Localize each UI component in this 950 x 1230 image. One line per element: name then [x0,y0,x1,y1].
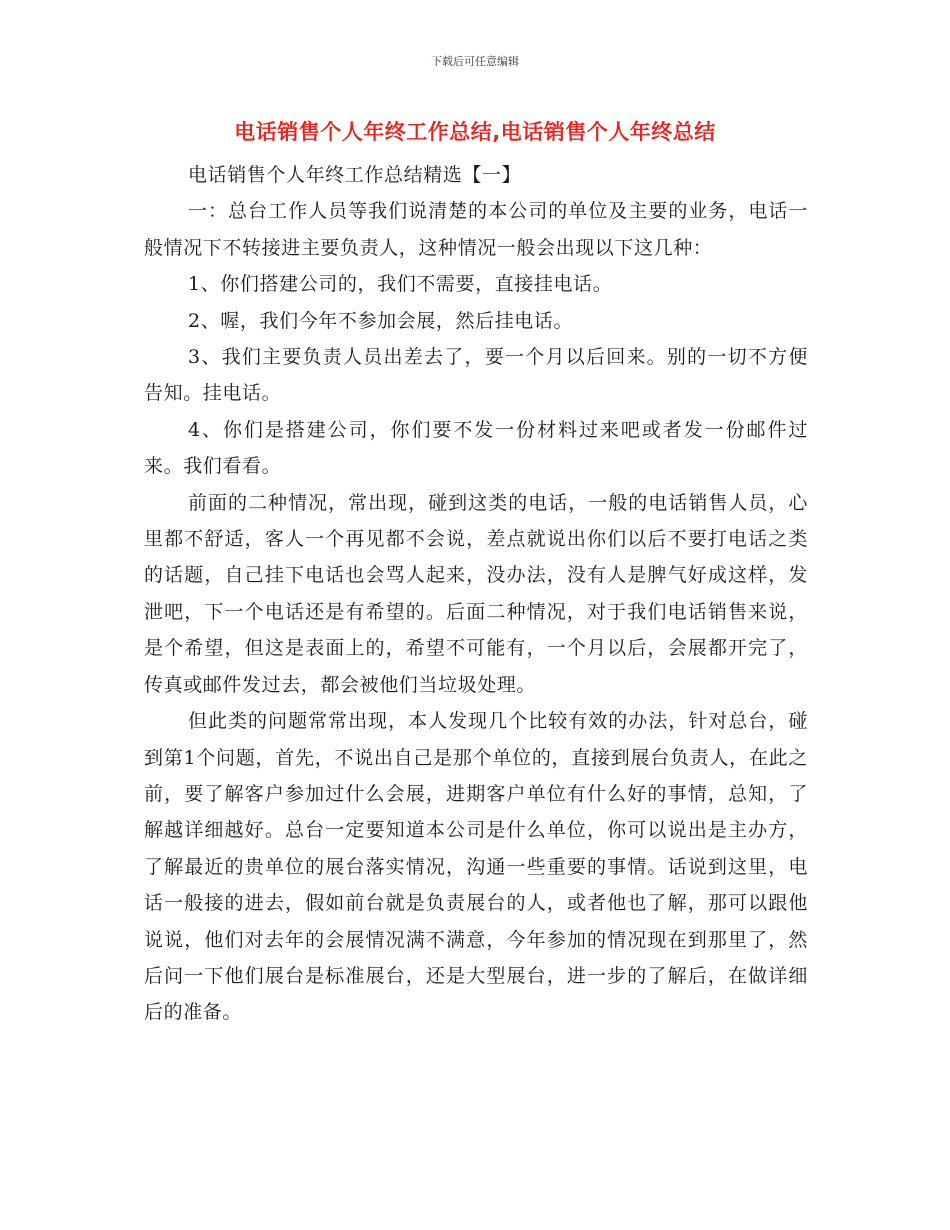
document-title: 电话销售个人年终工作总结,电话销售个人年终总结 [234,120,716,144]
list-item: 1、你们搭建公司的，我们不需要，直接挂电话。 [188,273,613,296]
page-header-note: 下载后可任意编辑 [431,55,519,68]
section-heading: 电话销售个人年终工作总结精选【一】 [188,164,522,186]
paragraph: 但此类的问题常常出现，本人发现几个比较有效的办法，针对总台，碰到第1个问题，首先，不说出自己是那个单位的，直接到展台负责人，在此之前，要了解客户参加过什么会展，进期客户单位有什么好的事情，总知，了解越详细越好。总台一定要知道本公司是什么单位，你可以说出是主办方，了解最近的贵单位的展台落实情况，沟通一些重要的事情。话说到这里，电话一般接的进去，假如前台就是负责展台的人，或者他也了解，那可以跟他说说，他们对去年的会展情况满不满意，今年参加的情况现在到那里了，然后问一下他们展台是标准展台，还是大型展台，进一步的了解后，在做详细后的准备。 [144,710,808,1024]
document-body [144,157,808,1031]
paragraph: 一：总台工作人员等我们说清楚的本公司的单位及主要的业务，电话一般情况下不转接进主要负责人，这种情况一般会出现以下这几种： [144,200,808,259]
list-item: 4、你们是搭建公司，你们要不发一份材料过来吧或者发一份邮件过来。我们看看。 [144,418,808,478]
paragraph: 前面的二种情况，常出现，碰到这类的电话，一般的电话销售人员，心里都不舒适，客人一个再见都不会说，差点就说出你们以后不要打电话之类的话题，自己挂下电话也会骂人起来，没办法，没有人是脾气好成这样，发泄吧，下一个电话还是有希望的。后面二种情况，对于我们电话销售来说，是个希望，但这是表面上的，希望不可能有，一个月以后，会展都开完了，传真或邮件发过去，都会被他们当垃圾处理。 [144,491,808,696]
list-item: 2、喔，我们今年不参加会展，然后挂电话。 [188,309,574,332]
list-item: 3、我们主要负责人员出差去了，要一个月以后回来。别的一切不方便告知。挂电话。 [144,346,808,405]
